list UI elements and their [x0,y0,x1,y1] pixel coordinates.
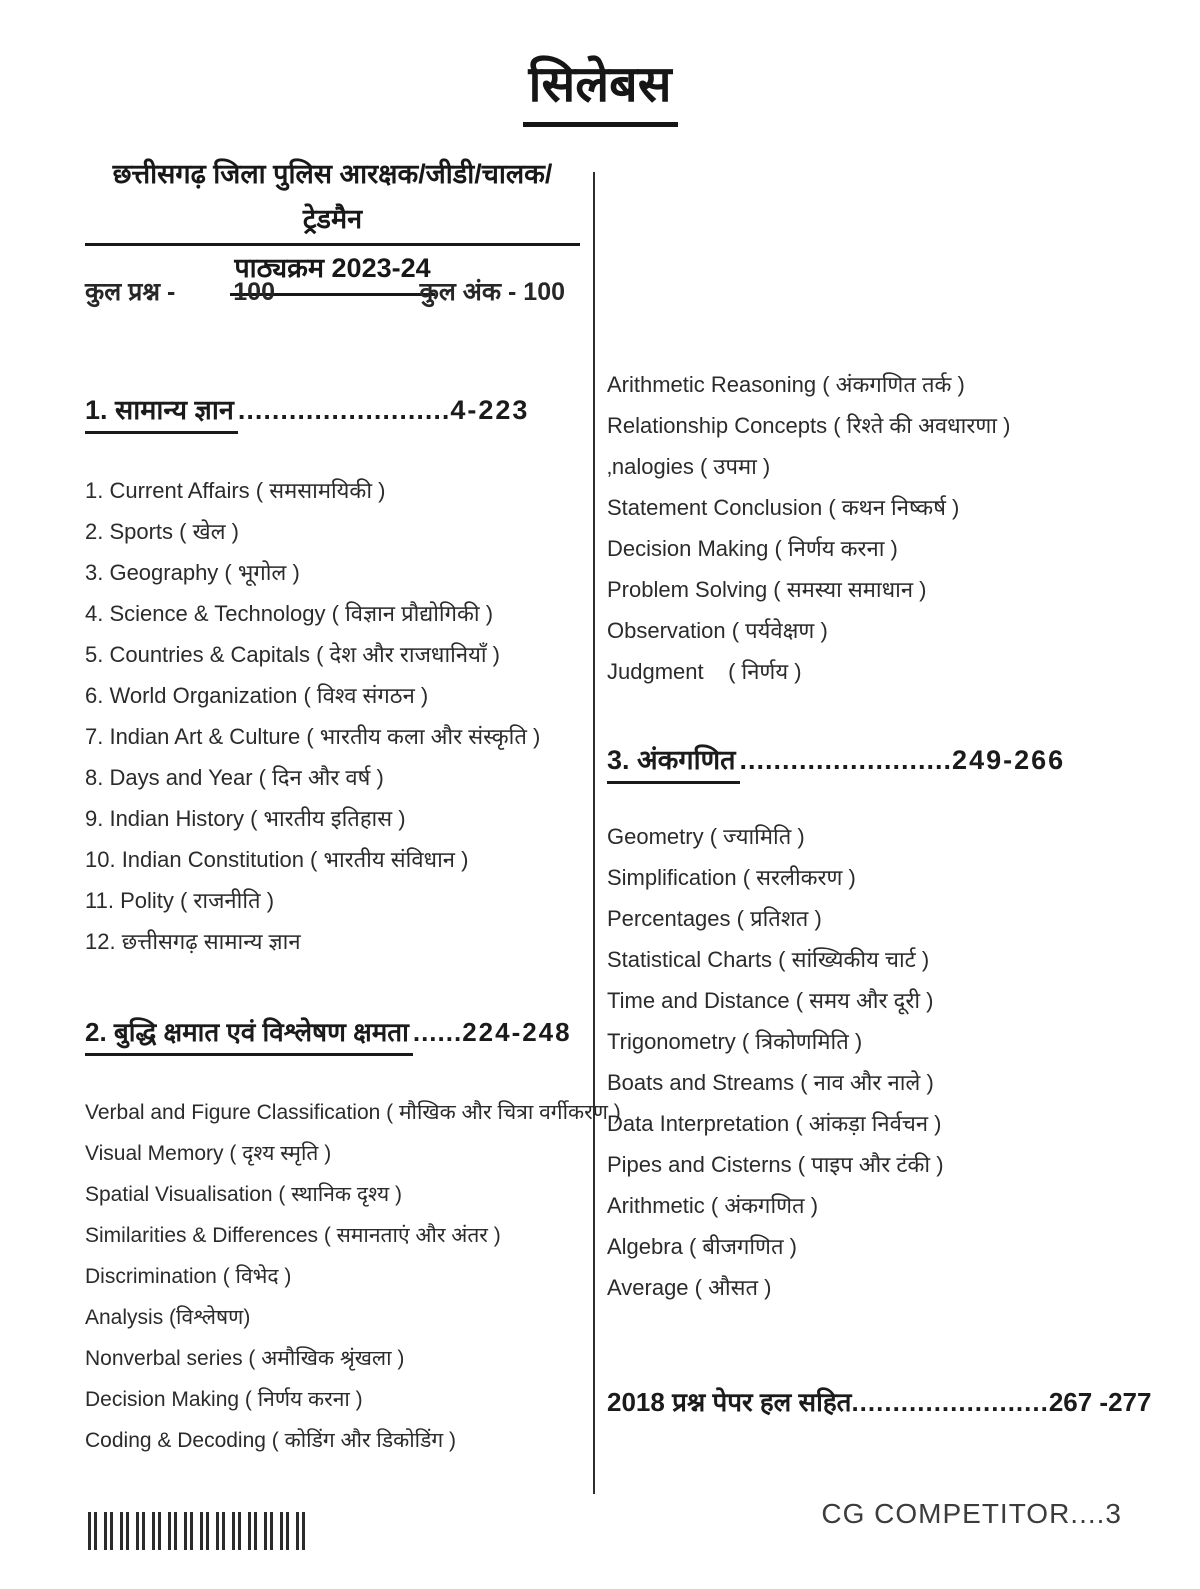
exam-header-line2-text: पाठ्यक्रम 2023-24 [230,246,434,296]
barcode-bar [184,1512,193,1550]
list-item: Arithmetic Reasoning ( अंकगणित तर्क ) [607,372,965,397]
list-item: Decision Making ( निर्णय करना ) [607,536,898,561]
list-item: Analysis (विश्लेषण) [85,1306,251,1329]
solved-paper-pages: 267 -277 [1048,1387,1152,1417]
barcode-bar [248,1512,257,1550]
total-questions-label: कुल प्रश्न - [85,278,176,306]
right-column [607,0,1152,1589]
list-item: Time and Distance ( समय और दूरी ) [607,988,934,1013]
barcode-bar [120,1512,129,1550]
barcode-bar [200,1512,209,1550]
list-item: 11. Polity ( राजनीति ) [85,888,275,913]
list-item: 5. Countries & Capitals ( देश और राजधानियाँ ) [85,642,500,667]
list-item: Pipes and Cisterns ( पाइप और टंकी ) [607,1152,944,1177]
section-3-items [607,816,944,1308]
section-2-items [85,1092,621,1461]
section-2-pages: 224-248 [462,1017,572,1047]
list-item: Observation ( पर्यवेक्षण ) [607,618,828,643]
list-item: Statistical Charts ( सांख्यिकीय चार्ट ) [607,947,930,972]
list-item: 8. Days and Year ( दिन और वर्ष ) [85,765,384,790]
list-item: Verbal and Figure Classification ( मौखिक और चित्रा वर्गीकरण ) [85,1101,621,1124]
list-item: Geometry ( ज्यामिति ) [607,824,805,849]
list-item: 4. Science & Technology ( विज्ञान प्रौद्योगिकी ) [85,601,494,626]
section-1-items [85,470,540,962]
barcode-icon [88,1512,305,1550]
section-1-pages: 4-223 [450,395,530,425]
section-1-title: 1. सामान्य ज्ञान [85,390,238,434]
solved-paper-label: 2018 प्रश्न पेपर हल सहित [607,1387,852,1417]
barcode-bar [88,1512,97,1550]
barcode-bar [296,1512,305,1550]
section-2-title: 2. बुद्धि क्षमात एवं विश्लेषण क्षमता [85,1013,413,1056]
list-item: Simplification ( सरलीकरण ) [607,865,856,890]
list-item: Average ( औसत ) [607,1275,772,1300]
list-item: Similarities & Differences ( समानताएं और अंतर ) [85,1224,501,1247]
list-item: Relationship Concepts ( रिश्ते की अवधारणा ) [607,413,1011,438]
list-item: 1. Current Affairs ( समसामयिकी ) [85,478,386,503]
barcode-bar [104,1512,113,1550]
section-1-dots: ......................... [237,395,451,425]
barcode-bar [264,1512,273,1550]
list-item: Decision Making ( निर्णय करना ) [85,1388,363,1411]
section-2-dots: ...... [412,1017,463,1047]
section-3-heading [607,740,1065,784]
list-item: Statement Conclusion ( कथन निष्कर्ष ) [607,495,960,520]
list-item: Discrimination ( विभेद ) [85,1265,292,1288]
barcode-bar [280,1512,289,1550]
footer-brand: CG COMPETITOR....3 [821,1498,1122,1529]
barcode-bar [232,1512,241,1550]
solved-paper-dots: ........................ [851,1387,1049,1417]
list-item: ‚nalogies ( उपमा ) [607,454,771,479]
section-3-dots: ......................... [739,745,953,775]
section-3-pages: 249-266 [952,745,1066,775]
solved-paper-line [607,1383,1151,1419]
list-item: Coding & Decoding ( कोडिंग और डिकोडिंग ) [85,1429,456,1452]
section-1-heading [85,390,529,434]
total-questions-value: 100 [233,278,275,306]
list-item: Data Interpretation ( आंकड़ा निर्वचन ) [607,1111,942,1136]
page-title-text: सिलेबस [523,48,678,127]
totals-row [85,274,565,308]
barcode-bar [152,1512,161,1550]
list-item: 12. छत्तीसगढ़ सामान्य ज्ञान [85,929,301,954]
list-item: Arithmetic ( अंकगणित ) [607,1193,819,1218]
list-item: Nonverbal series ( अमौखिक श्रृंखला ) [85,1347,405,1370]
list-item: 7. Indian Art & Culture ( भारतीय कला और संस्कृति ) [85,724,541,749]
list-item: Boats and Streams ( नाव और नाले ) [607,1070,934,1095]
section-2-heading [85,1013,572,1056]
exam-header-line1-text: छत्तीसगढ़ जिला पुलिस आरक्षक/जीडी/चालक/ट्रेडमैन [85,152,580,246]
reasoning-items [607,364,1010,692]
list-item: Problem Solving ( समस्या समाधान ) [607,577,927,602]
list-item: Visual Memory ( दृश्य स्मृति ) [85,1142,332,1165]
list-item: 9. Indian History ( भारतीय इतिहास ) [85,806,406,831]
list-item: Judgment ( निर्णय ) [607,659,802,684]
list-item: Algebra ( बीजगणित ) [607,1234,797,1259]
list-item: 6. World Organization ( विश्व संगठन ) [85,683,429,708]
barcode-bar [136,1512,145,1550]
barcode-bar [168,1512,177,1550]
list-item: Trigonometry ( त्रिकोणमिति ) [607,1029,863,1054]
barcode-bar [216,1512,225,1550]
list-item: 2. Sports ( खेल ) [85,519,239,544]
list-item: 10. Indian Constitution ( भारतीय संविधान ) [85,847,469,872]
total-marks: कुल अंक - 100 [419,278,565,306]
list-item: Percentages ( प्रतिशत ) [607,906,822,931]
section-3-title: 3. अंकगणित [607,740,740,784]
list-item: Spatial Visualisation ( स्थानिक दृश्य ) [85,1183,402,1206]
list-item: 3. Geography ( भूगोल ) [85,560,300,585]
exam-header-line1 [85,152,580,246]
